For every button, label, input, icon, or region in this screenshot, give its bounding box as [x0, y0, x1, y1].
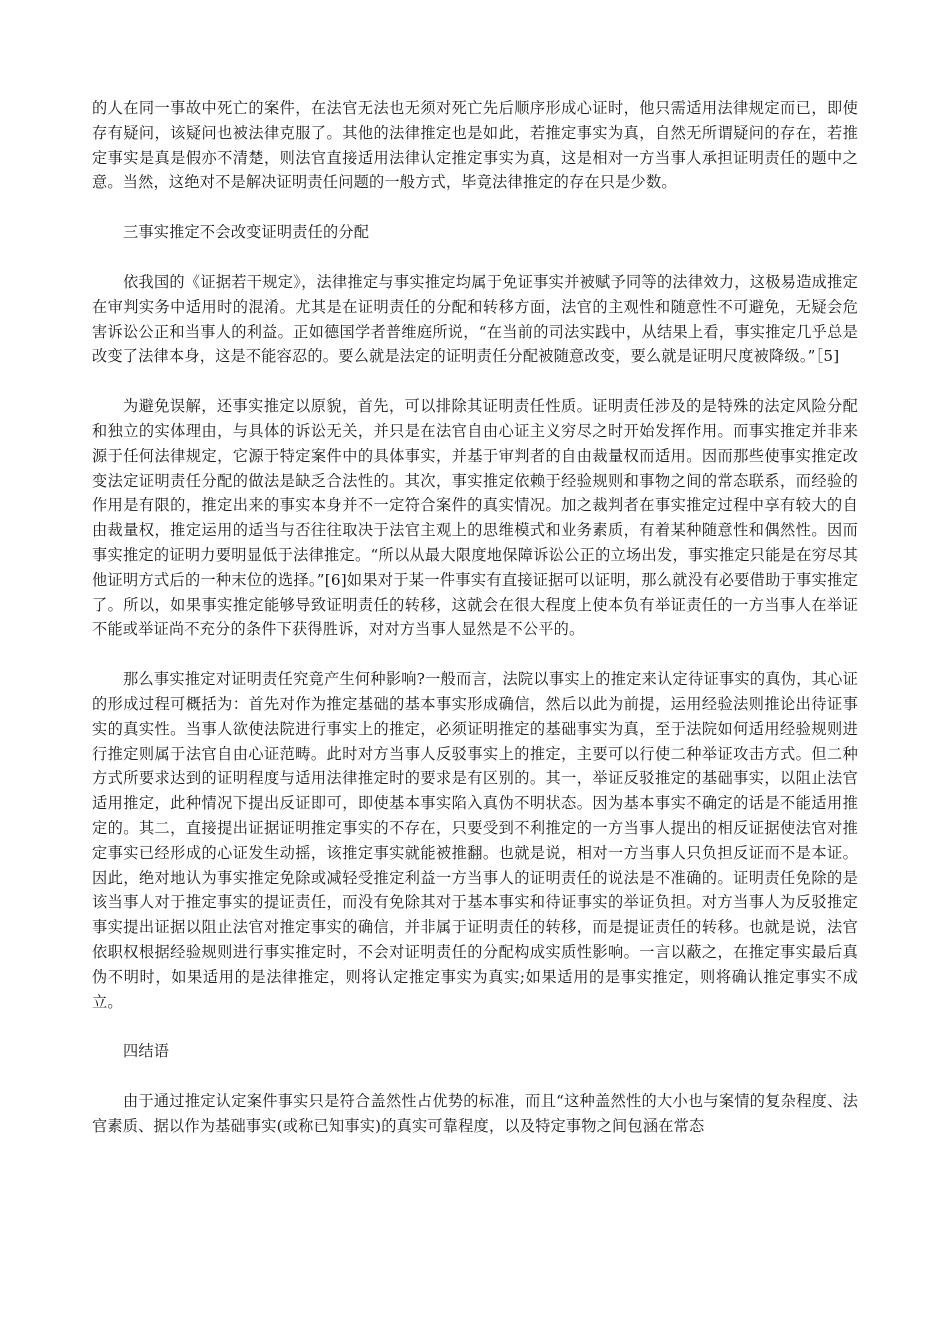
paragraph-1: 依我国的《证据若干规定》，法律推定与事实推定均属于免证事实并被赋予同等的法律效力，这极易造成推定在审判实务中适用时的混淆。尤其是在证明责任的分配和转移方面，法官的主观性和随意性不可避免，无疑会危害诉讼公正和当事人的利益。正如德国学者普维庭所说，“在当前的司法实践中，从结果上看，事实推定几乎总是改变了法律本身，这是不能容忍的。要么就是法定的证明责任分配被随意改变，要么就是证明尺度被降级。”［5]: [92, 272, 858, 366]
spacer: [92, 642, 858, 667]
paragraph-4: 由于通过推定认定案件事实只是符合盖然性占优势的标准，而且“这种盖然性的大小也与案情的复杂程度、法官素质、据以作为基础事实(或称已知事实)的真实可靠程度，以及特定事物之间包涵在常态: [92, 1092, 858, 1135]
spacer: [92, 369, 858, 394]
document-page: [92, 96, 858, 1139]
spacer: [92, 1014, 858, 1039]
spacer: [92, 245, 858, 270]
paragraph-continuation: 的人在同一事故中死亡的案件，在法官无法也无须对死亡先后顺序形成心证时，他只需适用法律规定而已，即使存有疑问，该疑问也被法律克服了。其他的法律推定也是如此，若推定事实为真，自然无所谓疑问的存在，若推定事实是真是假亦不清楚，则法官直接适用法律认定推定事实为真，这是相对一方当事人承担证明责任的题中之意。当然，这绝对不是解决证明责任问题的一般方式，毕竟法律推定的存在只是少数。: [92, 99, 858, 192]
section-heading-4: 四结语: [123, 1042, 170, 1061]
paragraph-2: 为避免误解，还事实推定以原貌，首先，可以排除其证明责任性质。证明责任涉及的是特殊的法定风险分配和独立的实体理由，与具体的诉讼无关，并只是在法官自由心证主义穷尽之时开始发挥作用。而事实推定并非来源于任何法律规定，它源于特定案件中的具体事实，并基于审判者的自由裁量权而适用。因而那些使事实推定改变法定证明责任分配的做法是缺乏合法性的。其次，事实推定依赖于经验规则和事物之间的常态联系，而经验的作用是有限的，推定出来的事实本身并不一定符合案件的真实情况。加之裁判者在事实推定过程中享有较大的自由裁量权，推定运用的适当与否往往取决于法官主观上的思维模式和业务素质，有着某种随意性和偶然性。因而事实推定的证明力要明显低于法律推定。“所以从最大限度地保障诉讼公正的立场出发，事实推定只能是在穷尽其他证明方式后的一种末位的选择。”[6]如果对于某一件事实有直接证据可以证明，那么就没有必要借助于事实推定了。所以，如果事实推定能够导致证明责任的转移，这就会在很大程度上使本负有举证责任的一方当事人在举证不能或举证尚不充分的条件下获得胜诉，对对方当事人显然是不公平的。: [92, 397, 858, 639]
spacer: [92, 195, 858, 220]
spacer: [92, 1064, 858, 1089]
section-heading-3: 三事实推定不会改变证明责任的分配: [123, 223, 370, 242]
paragraph-3: 那么事实推定对证明责任究竟产生何种影响?一般而言，法院以事实上的推定来认定待证事实的真伪，其心证的形成过程可概括为：首先对作为推定基础的基本事实形成确信，然后以此为前提，运用经验法则推论出待证事实的真实性。当事人欲使法院进行事实上的推定，必须证明推定的基础事实为真，至于法院如何适用经验规则进行推定则属于法官自由心证范畴。此时对方当事人反驳事实上的推定，主要可以行使二种举证攻击方式。但二种方式所要求达到的证明程度与适用法律推定时的要求是有区别的。其一，举证反驳推定的基础事实，以阻止法官适用推定，此种情况下提出反证即可，即使基本事实陷入真伪不明状态。因为基本事实不确定的话是不能适用推定的。其二，直接提出证据证明推定事实的不存在，只要受到不利推定的一方当事人提出的相反证据使法官对推定事实已经形成的心证发生动摇，该推定事实就能被推翻。也就是说，相对一方当事人只负担反证而不是本证。因此，绝对地认为事实推定免除或减轻受推定利益一方当事人的证明责任的说法是不准确的。证明责任免除的是该当事人对于推定事实的提证责任，而没有免除其对于基本事实和待证事实的举证负担。对方当事人为反驳推定事实提出证据以阻止法官对推定事实的确信，并非属于证明责任的转移，而是提证责任的转移。也就是说，法官依职权根据经验规则进行事实推定时，不会对证明责任的分配构成实质性影响。一言以蔽之，在推定事实最后真伪不明时，如果适用的是法律推定，则将认定推定事实为真实;如果适用的是事实推定，则将确认推定事实不成立。: [92, 670, 858, 1011]
